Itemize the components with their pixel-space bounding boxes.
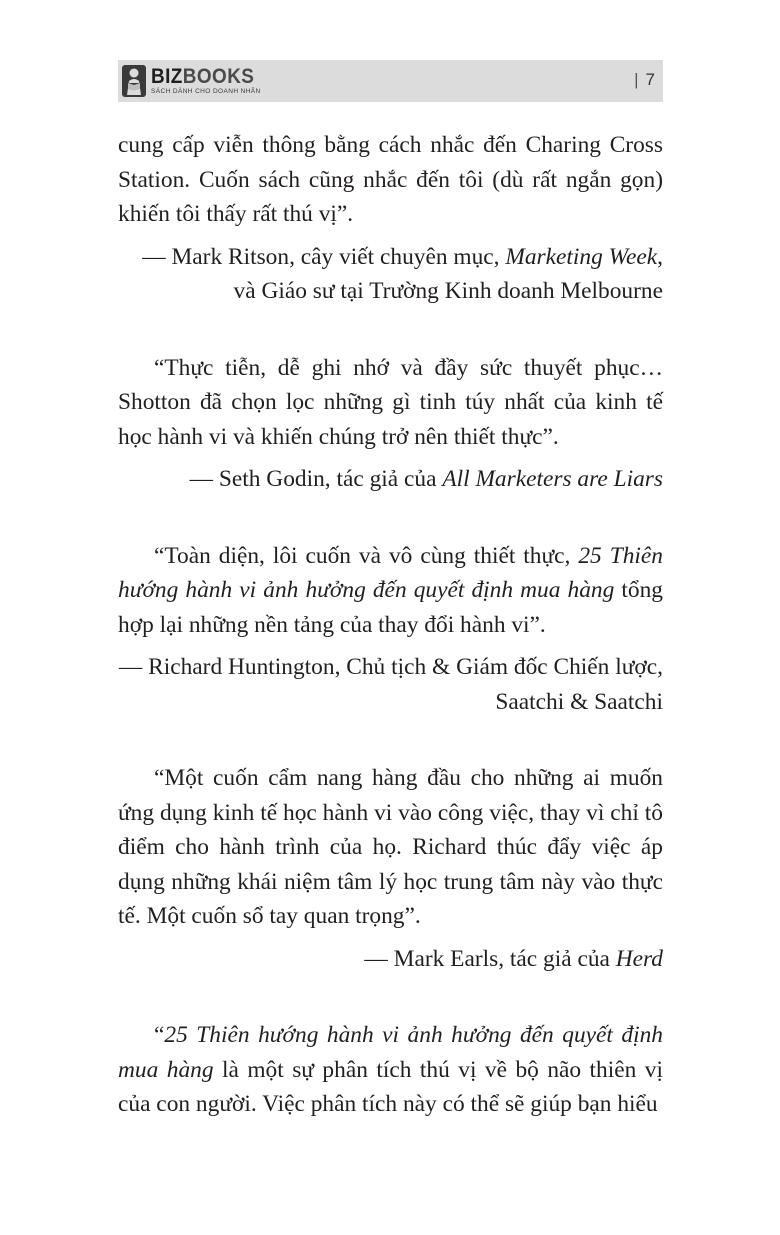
page-number-value: 7 xyxy=(645,70,655,89)
bizbooks-logo xyxy=(122,64,266,98)
text-run: , và Giáo sư tại Trường Kinh doanh Melbourne xyxy=(233,243,663,304)
brand-name xyxy=(151,66,254,87)
brand-books: BOOKS xyxy=(182,65,255,89)
quote-text xyxy=(118,351,663,455)
italic-text-run: Herd xyxy=(615,945,663,972)
text-run: tổng hợp lại những nền tảng của thay đổi hành vi”. xyxy=(118,577,663,638)
text-run: “ xyxy=(154,1022,165,1048)
quote-text xyxy=(118,539,663,643)
text-run: — Mark Earls, tác giả của xyxy=(364,945,616,972)
page-header xyxy=(118,60,663,102)
text-run: cung cấp viễn thông bằng cách nhắc đến Charing Cross Station. Cuốn sách cũng nhắc đến tôi (dù rất ngắn gọn) khiến tôi thấy rất thú vị”. xyxy=(118,132,663,227)
block-spacer xyxy=(118,497,663,539)
quote-attribution xyxy=(118,650,663,719)
block-spacer xyxy=(118,976,663,1018)
text-run: — Richard Huntington, Chủ tịch & Giám đốc Chiến lược, Saatchi & Saatchi xyxy=(118,654,663,715)
italic-text-run: 25 Thiên hướng hành vi ảnh hưởng đến quyết định mua hàng xyxy=(118,542,663,603)
text-run: “Thực tiễn, dễ ghi nhớ và đầy sức thuyết phục… Shotton đã chọn lọc những gì tinh túy nhất của kinh tế học hành vi và khiến chúng trở nên thiết thực”. xyxy=(118,354,663,450)
italic-text-run: Marketing Week xyxy=(505,243,658,270)
reader-figure-icon xyxy=(122,65,146,97)
brand-tagline: SÁCH DÀNH CHO DOANH NHÂN xyxy=(151,88,261,96)
quote-text xyxy=(118,128,663,232)
quote-attribution xyxy=(118,942,663,977)
text-run: “Toàn diện, lôi cuốn và vô cùng thiết thực, xyxy=(154,542,579,569)
text-run: — Seth Godin, tác giả của xyxy=(189,466,443,492)
text-run: “Một cuốn cẩm nang hàng đầu cho những ai muốn ứng dụng kinh tế học hành vi vào công việc, thay vì chỉ tô điểm cho hành trình của họ. Richard thúc đẩy việc áp dụng những khái niệm tâm lý học trung tâm này vào thực tế. Một cuốn sổ tay quan trọng”. xyxy=(118,765,663,929)
italic-text-run: All Marketers are Liars xyxy=(442,466,663,492)
quote-attribution xyxy=(118,462,663,497)
text-run: là một sự phân tích thú vị về bộ não thiên vị của con người. Việc phân tích này có thể sẽ giúp bạn hiểu xyxy=(118,1056,663,1117)
quote-text xyxy=(118,1018,663,1122)
brand-biz: BIZ xyxy=(151,65,183,89)
text-run: — Mark Ritson, cây viết chuyên mục, xyxy=(142,243,506,270)
page-separator: | xyxy=(634,70,639,89)
quote-text xyxy=(118,761,663,934)
block-spacer xyxy=(118,309,663,351)
block-spacer xyxy=(118,719,663,761)
page-number xyxy=(634,70,655,90)
quote-attribution xyxy=(118,240,663,309)
page-content xyxy=(118,128,663,1122)
italic-text-run: 25 Thiên hướng hành vi ảnh hưởng đến quyết định mua hàng xyxy=(118,1022,663,1083)
